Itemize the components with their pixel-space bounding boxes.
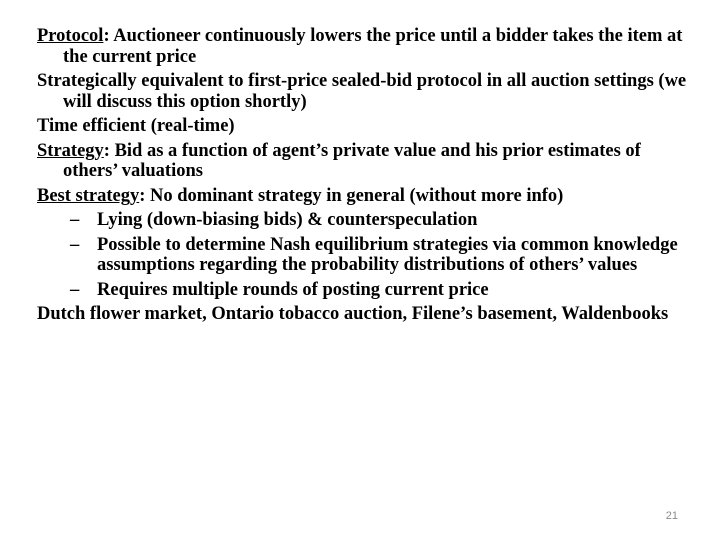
sub-bullet-lying (37, 210, 697, 231)
sub-bullet-nash (37, 235, 697, 276)
bullet-examples-text: Dutch flower market, Ontario tobacco auction, Filene’s basement, Waldenbooks (37, 304, 669, 324)
term-strategy: Strategy (37, 140, 104, 161)
dash-marker: – (70, 279, 80, 300)
slide-body (37, 26, 697, 329)
bullet-strategy-text: : Bid as a function of agent’s private value and his prior estimates of others’ valuations (63, 140, 641, 181)
bullet-protocol (37, 26, 697, 67)
sub-bullet-rounds (37, 280, 697, 301)
dash-marker: – (70, 210, 80, 230)
bullet-protocol-text: : Auctioneer continuously lowers the price until a bidder takes the item at the current price (63, 26, 683, 67)
bullet-best-strategy (37, 186, 697, 207)
term-protocol: Protocol (37, 26, 104, 46)
sub-bullet-nash-text: Possible to determine Nash equilibrium strategies via common knowledge assumptions regarding the probability distributions of others’ values (97, 234, 678, 275)
bullet-examples (37, 304, 697, 325)
dash-marker: – (70, 234, 80, 255)
bullet-time-efficient-text: Time efficient (real-time) (37, 116, 235, 136)
bullet-strategy (37, 141, 697, 182)
sub-bullet-lying-text: Lying (down-biasing bids) & counterspeculation (97, 210, 478, 230)
bullet-strategic-equivalence-text: Strategically equivalent to first-price sealed-bid protocol in all auction settings (we will discuss this option shortly) (37, 71, 687, 112)
page-number: 21 (665, 510, 678, 522)
bullet-best-strategy-text: : No dominant strategy in general (without more info) (139, 185, 564, 206)
bullet-time-efficient (37, 116, 697, 137)
term-best-strategy: Best strategy (37, 185, 140, 206)
bullet-strategic-equivalence (37, 71, 697, 112)
sub-bullet-rounds-text: Requires multiple rounds of posting current price (97, 279, 489, 300)
